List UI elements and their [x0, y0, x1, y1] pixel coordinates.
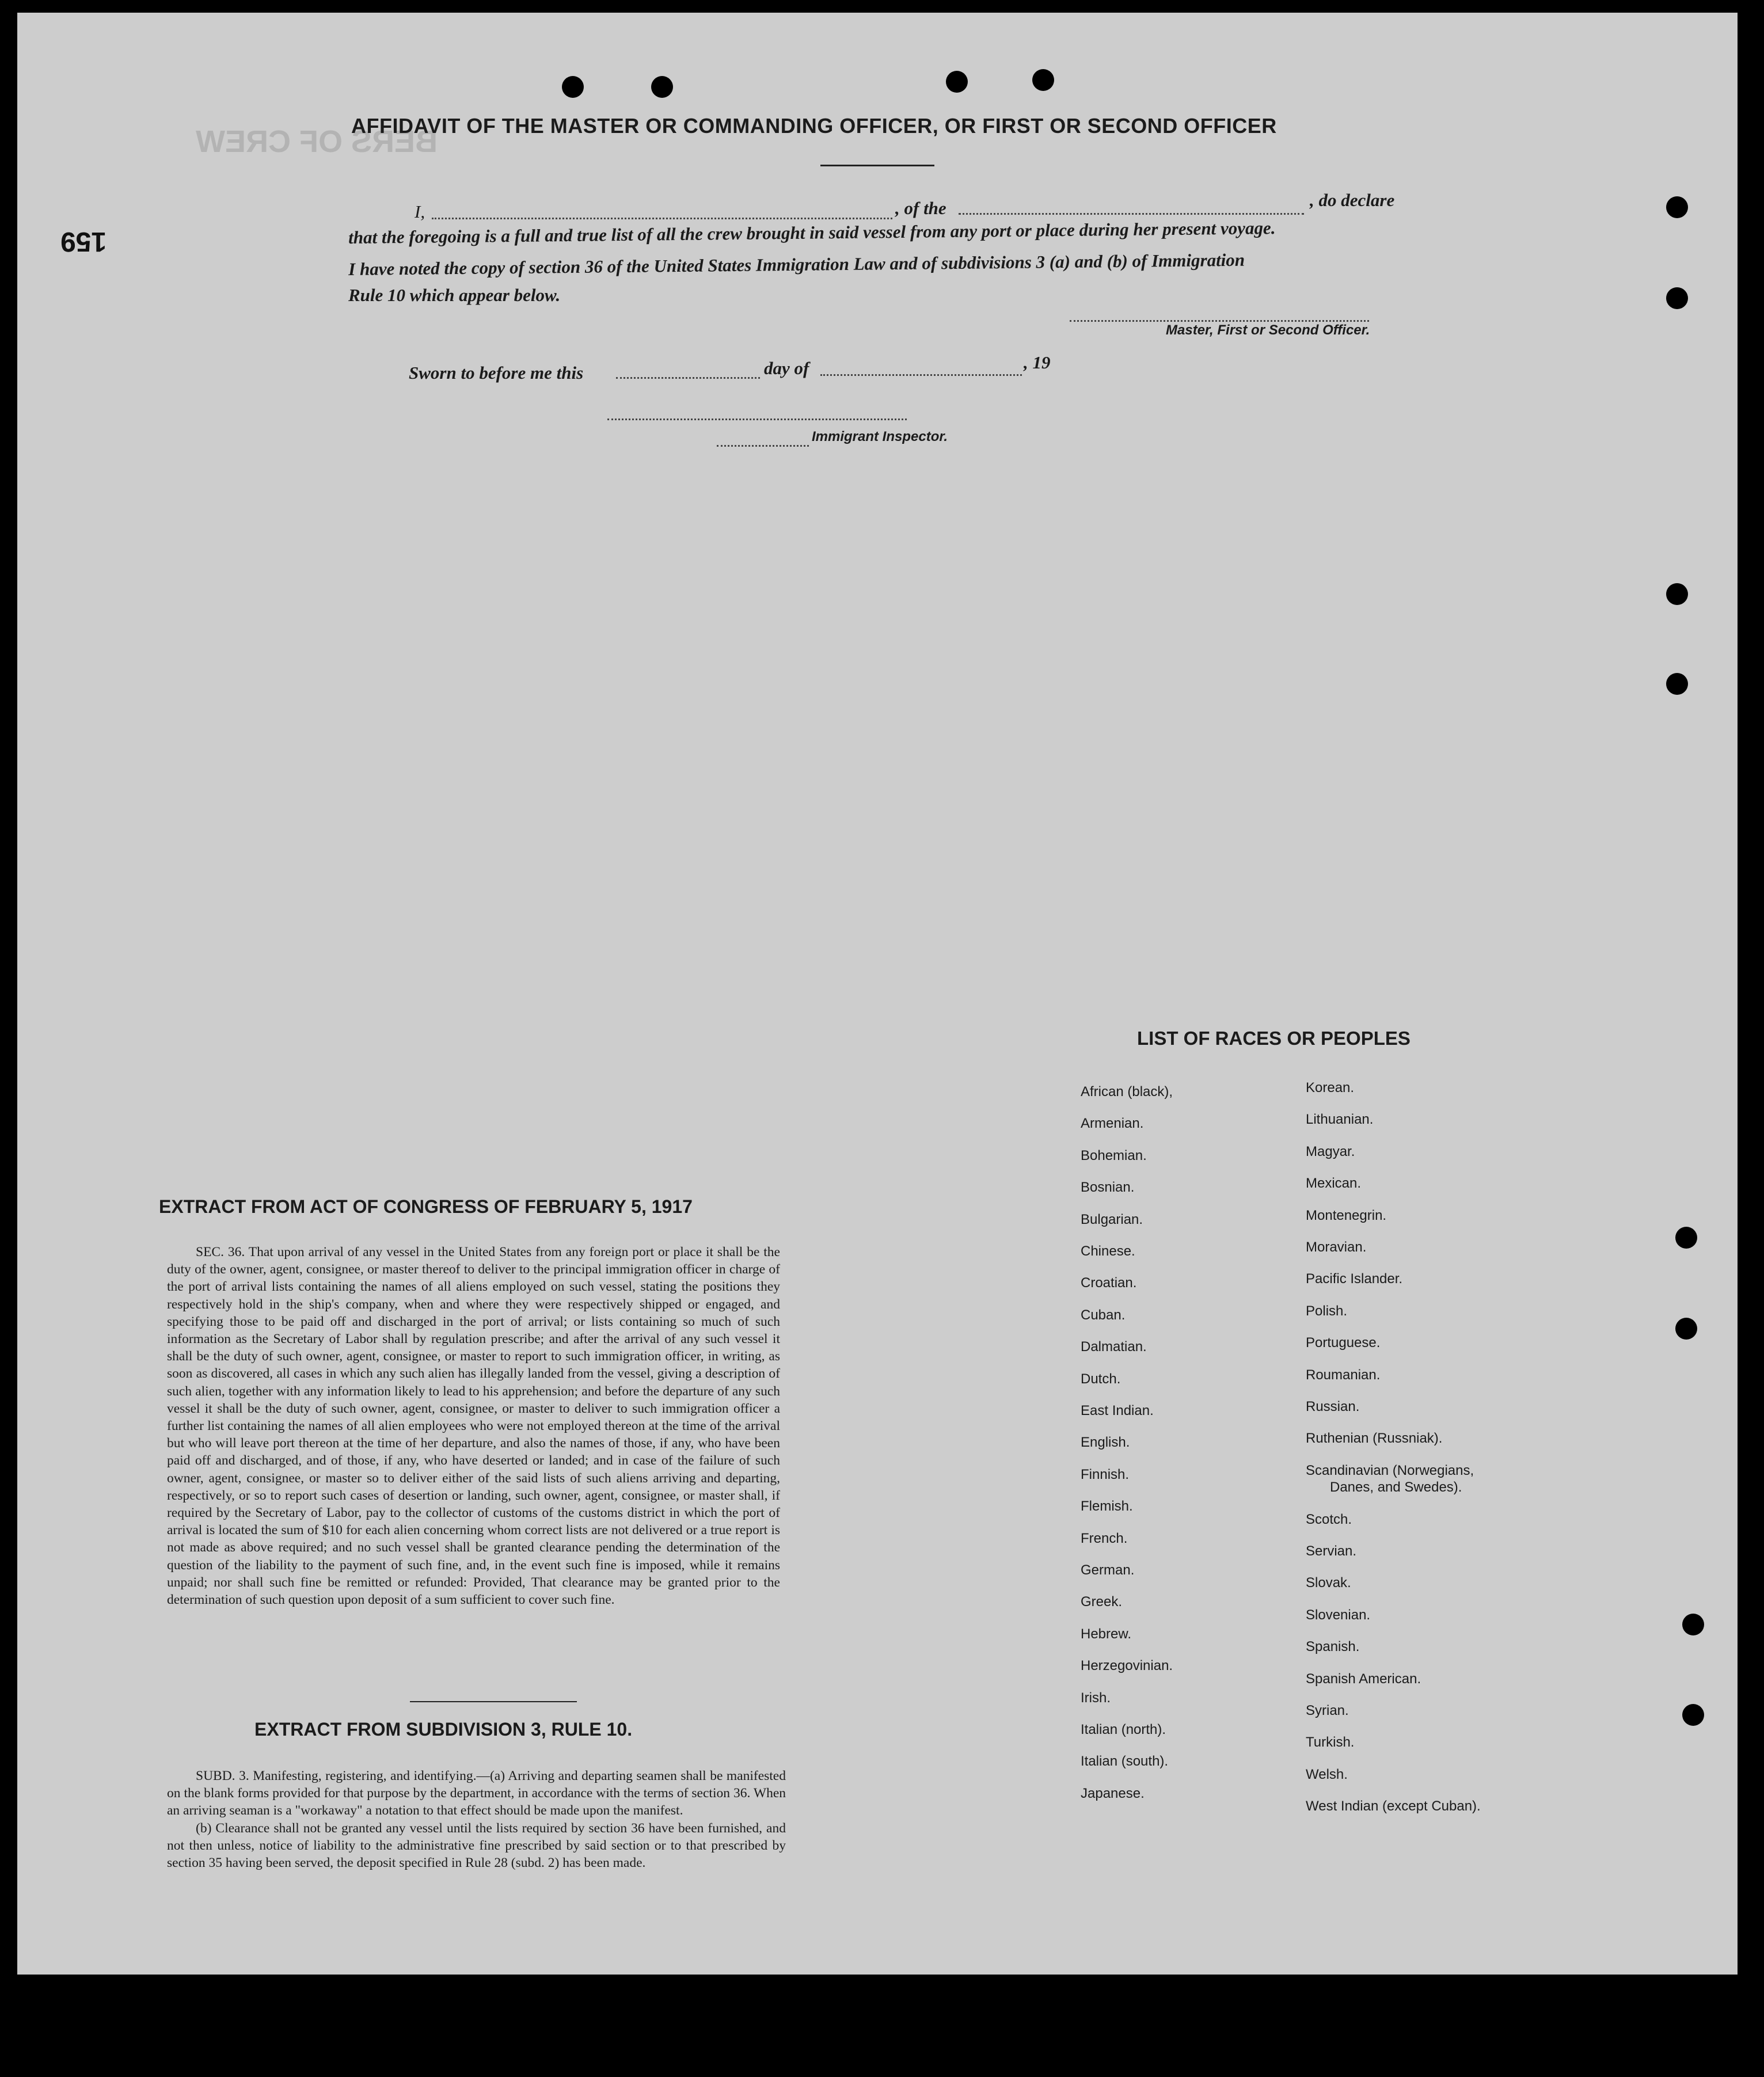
race-item: Welsh.	[1306, 1766, 1348, 1782]
bleed-through-mark: BERS OF CREW	[196, 124, 438, 159]
race-item: English.	[1081, 1435, 1130, 1451]
race-item: Mexican.	[1306, 1176, 1362, 1192]
race-item: Danes, and Swedes).	[1330, 1479, 1462, 1496]
races-list-title: LIST OF RACES OR PEOPLES	[1137, 1028, 1411, 1049]
page-number-stamp: 159	[60, 226, 107, 257]
punch-hole	[1675, 1318, 1697, 1340]
punch-hole	[1666, 583, 1688, 605]
punch-hole	[1666, 673, 1688, 695]
race-item: West Indian (except Cuban).	[1306, 1798, 1481, 1814]
scan-border	[0, 1975, 1764, 2077]
race-item: Magyar.	[1306, 1143, 1355, 1159]
race-item: Slovenian.	[1306, 1607, 1371, 1623]
declarant-name-line	[432, 218, 892, 219]
race-item: Greek.	[1081, 1594, 1123, 1610]
document-page	[17, 13, 1738, 1975]
race-item: Bohemian.	[1081, 1147, 1147, 1163]
race-item: Dalmatian.	[1081, 1339, 1147, 1355]
race-item: Lithuanian.	[1306, 1112, 1374, 1128]
section-divider	[410, 1701, 577, 1702]
race-item: Moravian.	[1306, 1239, 1367, 1255]
race-item: Spanish.	[1306, 1639, 1360, 1655]
race-item: Hebrew.	[1081, 1626, 1132, 1642]
declare-label: , do declare	[1310, 190, 1395, 210]
race-item: Spanish American.	[1306, 1671, 1421, 1687]
race-item: Dutch.	[1081, 1371, 1121, 1387]
race-item: Herzegovinian.	[1081, 1658, 1173, 1674]
punch-hole	[1666, 287, 1688, 309]
race-item: Russian.	[1306, 1399, 1360, 1414]
race-item: Roumanian.	[1306, 1367, 1381, 1383]
race-item: Bosnian.	[1081, 1180, 1135, 1196]
race-item: Italian (north).	[1081, 1722, 1166, 1737]
section-36-paragraph: SEC. 36. That upon arrival of any vessel in the United States from any foreign port or place it shall be the duty of the owner, agent, consignee, or master thereof to deliver to the principal immigration officer in charge of the port of arrival lists containing the names of all aliens employed on such vessel, stating the positions they respectively hold in the ship's company, when and where they were respectively shipped or engaged, and specifying those to be paid off and discharged in the port of arrival; or lists containing so much of such information as the Secretary of Labor shall by regulation prescribe; and after the arrival of any such vessel it shall be the duty of such owner, agent, consignee, or master to report to such immigration officer, in writing, as soon as discovered, all cases in which any such alien has illegally landed from the vessel, giving a description of such alien, together with any information likely to lead to his apprehension; and before the departure of any such vessel it shall be the duty of such owner, agent, consignee, or master to deliver to such immigration officer a further list containing the names of all alien employees who were not employed thereon at the time of the arrival but who will leave port thereon at the time of her departure, and also the names of those, if any, who have been paid off and discharged, and of those, if any, who have deserted or landed; and in case of the failure of such owner, agent, consignee, or master so to deliver either of the said lists of such aliens arriving and departing, respectively, or so to report such cases of desertion or landing, such owner, agent, consignee, or master shall, if required by the Secretary of Labor, pay to the collector of customs of the customs district in which the port of arrival is located the sum of $10 for each alien concerning whom correct lists are not delivered or a true report is not made as above required; and no such vessel shall be granted clearance pending the determination of the question of the liability to the payment of such fine, and, in the event such fine is imposed, while it remains unpaid; nor shall such fine be remitted or refunded: Provided, That clearance may be granted prior to the determination of such question upon deposit of a sum sufficient to cover such fine.	[167, 1245, 780, 1608]
affidavit-line-3: I have noted the copy of section 36 of the United States Immigration Law and of subdivisions 3 (a) and (b) of Immigration	[348, 249, 1245, 279]
vessel-name-line	[959, 213, 1304, 215]
race-item: Irish.	[1081, 1690, 1111, 1706]
race-item: Korean.	[1306, 1080, 1355, 1095]
inspector-signature-line-2	[717, 445, 809, 447]
subdivision-a-paragraph: SUBD. 3. Manifesting, registering, and identifying.—(a) Arriving and departing seamen shall be manifested on the blank forms provided for that purpose by the department, in accordance with the terms of section 36. When an arriving seaman is a "workaway" a notation to that effect should be made upon the manifest.	[167, 1768, 786, 1819]
race-item: German.	[1081, 1562, 1135, 1578]
punch-hole	[1675, 1227, 1697, 1249]
race-item: French.	[1081, 1530, 1128, 1546]
race-item: Polish.	[1306, 1303, 1348, 1319]
race-item: Servian.	[1306, 1543, 1357, 1559]
race-item: Turkish.	[1306, 1734, 1355, 1751]
race-item: Cuban.	[1081, 1307, 1126, 1323]
master-signature-line	[1070, 320, 1369, 322]
punch-hole	[562, 76, 584, 98]
sworn-day-line	[616, 377, 760, 379]
master-signature-label: Master, First or Second Officer.	[1166, 322, 1370, 338]
race-item: Slovak.	[1306, 1575, 1351, 1591]
punch-hole	[1666, 196, 1688, 218]
race-item: African (black),	[1081, 1084, 1173, 1100]
sworn-month-line	[820, 374, 1022, 376]
race-item: Montenegrin.	[1306, 1207, 1387, 1223]
race-item: Japanese.	[1081, 1785, 1145, 1801]
race-item: Armenian.	[1081, 1116, 1144, 1132]
race-item: Scandinavian (Norwegians,	[1306, 1462, 1474, 1478]
race-item: East Indian.	[1081, 1403, 1154, 1418]
race-item: Portuguese.	[1306, 1335, 1381, 1351]
year-label: , 19	[1024, 352, 1051, 372]
race-item: Croatian.	[1081, 1275, 1137, 1291]
race-item: Flemish.	[1081, 1498, 1133, 1515]
race-item: Ruthenian (Russniak).	[1306, 1431, 1443, 1447]
punch-hole	[651, 76, 673, 98]
act-extract-text	[167, 1243, 780, 1608]
affidavit-title: AFFIDAVIT OF THE MASTER OR COMMANDING OFFICER, OR FIRST OR SECOND OFFICER	[351, 114, 1277, 138]
punch-hole	[946, 71, 968, 93]
sworn-label: Sworn to before me this	[409, 363, 584, 383]
punch-hole	[1032, 69, 1054, 91]
rule-extract-title: EXTRACT FROM SUBDIVISION 3, RULE 10.	[254, 1719, 633, 1740]
race-item: Bulgarian.	[1081, 1211, 1143, 1227]
declarant-label: I,	[415, 201, 425, 222]
inspector-label: Immigrant Inspector.	[812, 429, 948, 444]
act-extract-title: EXTRACT FROM ACT OF CONGRESS OF FEBRUARY 5, 1917	[159, 1196, 693, 1217]
punch-hole	[1682, 1704, 1704, 1726]
vessel-of-label: , of the	[895, 198, 946, 218]
race-item: Finnish.	[1081, 1466, 1130, 1482]
race-item: Italian (south).	[1081, 1753, 1169, 1770]
title-rule	[820, 165, 934, 166]
day-of-label: day of	[764, 358, 809, 378]
inspector-signature-line-1	[607, 419, 907, 420]
rule-extract-text	[167, 1767, 786, 1871]
affidavit-line-2: that the foregoing is a full and true list of all the crew brought in said vessel from any port or place during her present voyage.	[348, 218, 1276, 248]
race-item: Syrian.	[1306, 1703, 1349, 1718]
punch-hole	[1682, 1614, 1704, 1635]
race-item: Scotch.	[1306, 1511, 1352, 1527]
race-item: Chinese.	[1081, 1243, 1135, 1259]
subdivision-b-paragraph: (b) Clearance shall not be granted any vessel until the lists required by section 36 have been furnished, and not then unless, notice of liability to the administrative fine prescribed by said section or to that prescribed by section 35 having been served, the deposit specified in Rule 28 (subd. 2) has been made.	[167, 1820, 786, 1871]
race-item: Pacific Islander.	[1306, 1271, 1403, 1287]
affidavit-line-4: Rule 10 which appear below.	[348, 285, 561, 305]
